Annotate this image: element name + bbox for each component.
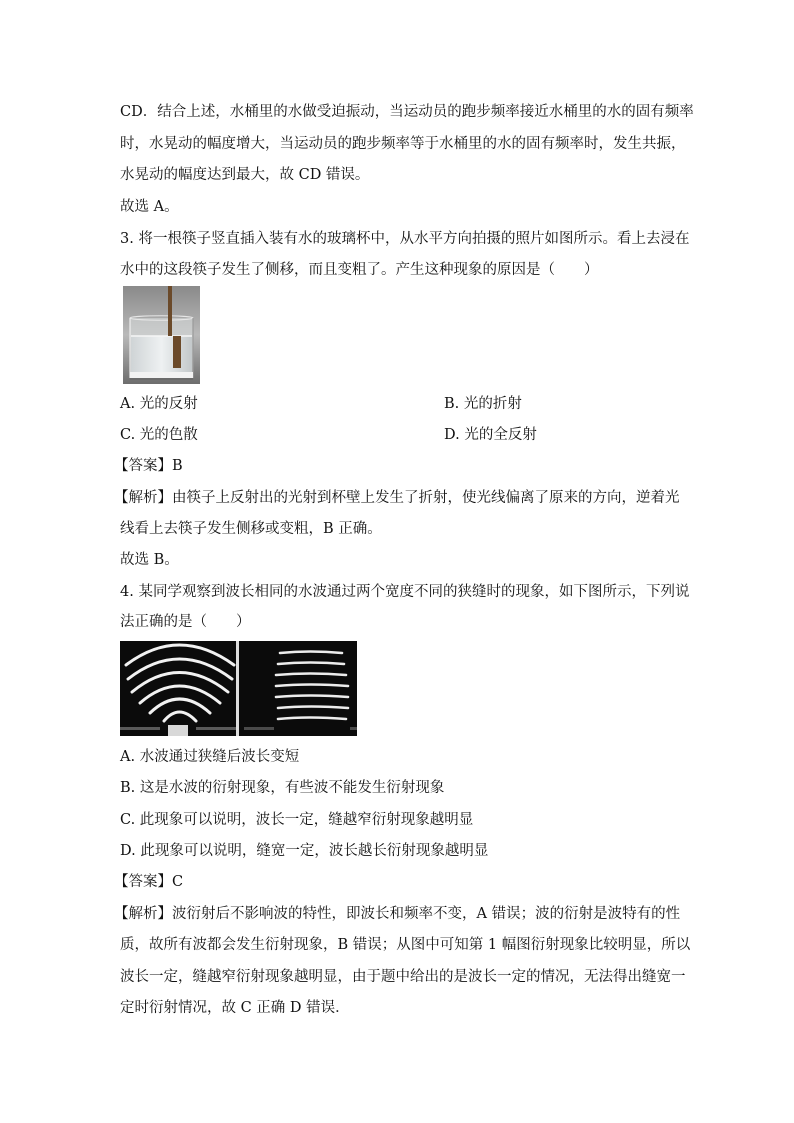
prev-analysis-line-3: 水晃动的幅度达到最大，故 CD 错误。 bbox=[120, 167, 370, 183]
q3-answer: 【答案】B bbox=[114, 458, 183, 474]
prev-analysis-line-1: CD．结合上述，水桶里的水做受迫振动，当运动员的跑步频率接近水桶里的水的固有频率 bbox=[120, 104, 694, 120]
q3-analysis-line-2: 线看上去筷子发生侧移或变粗，B 正确。 bbox=[120, 521, 382, 537]
q3-option-c: C. 光的色散 bbox=[120, 427, 198, 443]
q4-option-b: B. 这是水波的衍射现象，有些波不能发生衍射现象 bbox=[120, 780, 445, 796]
q3-conclusion: 故选 B。 bbox=[120, 552, 179, 568]
glass-chopstick-photo bbox=[123, 286, 200, 384]
prev-analysis-line-2: 时，水晃动的幅度增大，当运动员的跑步频率等于水桶里的水的固有频率时，发生共振， bbox=[120, 136, 686, 152]
q3-stem-line-2: 水中的这段筷子发生了侧移，而且变粗了。产生这种现象的原因是（ ） bbox=[120, 262, 599, 278]
q4-analysis-line-3: 波长一定，缝越窄衍射现象越明显，由于题中给出的是波长一定的情况，无法得出缝宽一 bbox=[120, 969, 686, 985]
diffraction-photos bbox=[120, 641, 357, 736]
q4-analysis-line-1: 【解析】波衍射后不影响波的特性，即波长和频率不变，A 错误；波的衍射是波特有的性 bbox=[114, 906, 681, 922]
prev-conclusion: 故选 A。 bbox=[120, 199, 179, 215]
q3-option-d: D. 光的全反射 bbox=[444, 427, 537, 443]
q4-option-a: A. 水波通过狭缝后波长变短 bbox=[120, 749, 300, 765]
q4-analysis-line-2: 质，故所有波都会发生衍射现象，B 错误；从图中可知第 1 幅图衍射现象比较明显，所以 bbox=[120, 937, 691, 953]
q3-analysis-line-1: 【解析】由筷子上反射出的光射到杯壁上发生了折射，使光线偏离了原来的方向，逆着光 bbox=[114, 490, 680, 506]
q4-stem-line-2: 法正确的是（ ） bbox=[120, 614, 251, 630]
q4-answer: 【答案】C bbox=[114, 874, 184, 890]
q4-option-d: D. 此现象可以说明，缝宽一定，波长越长衍射现象越明显 bbox=[120, 843, 489, 859]
q4-stem-line-1: 4. 某同学观察到波长相同的水波通过两个宽度不同的狭缝时的现象，如下图所示，下列说 bbox=[120, 584, 690, 600]
q3-stem-line-1: 3. 将一根筷子竖直插入装有水的玻璃杯中，从水平方向拍摄的照片如图所示。看上去浸在 bbox=[120, 231, 690, 247]
q3-option-b: B. 光的折射 bbox=[444, 396, 522, 412]
q4-option-c: C. 此现象可以说明，波长一定，缝越窄衍射现象越明显 bbox=[120, 812, 474, 828]
q4-analysis-line-4: 定时衍射情况，故 C 正确 D 错误． bbox=[120, 1000, 350, 1016]
q3-option-a: A. 光的反射 bbox=[120, 396, 198, 412]
